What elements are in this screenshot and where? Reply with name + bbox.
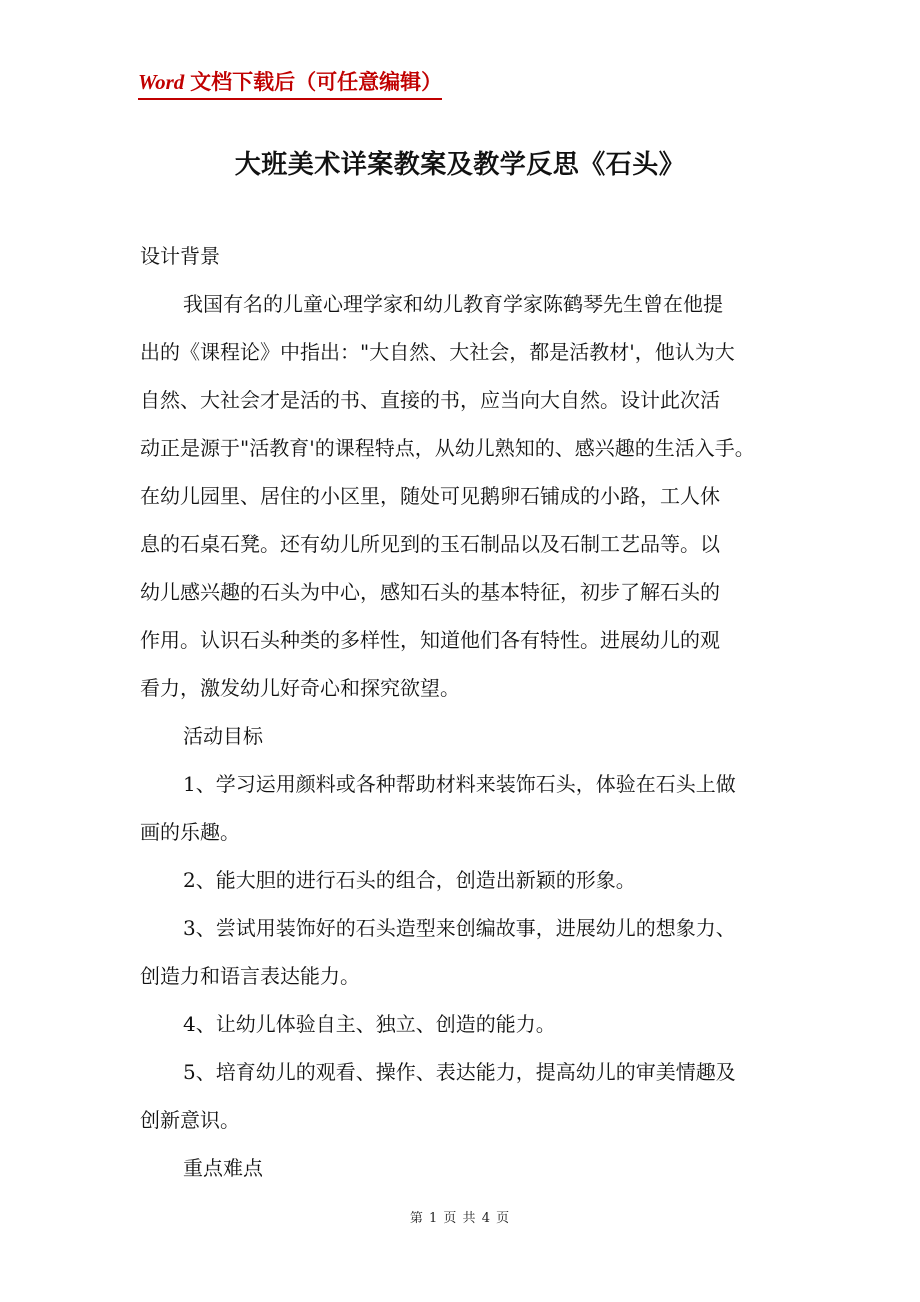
objective-item-2: 2、能大胆的进行石头的组合，创造出新颖的形象。 [183, 868, 636, 892]
objective-item-3: 3、尝试用装饰好的石头造型来创编故事，进展幼儿的想象力、 [183, 916, 736, 940]
paragraph-line: 作用。认识石头种类的多样性，知道他们各有特性。进展幼儿的观 [140, 628, 720, 652]
paragraph-line: 看力，激发幼儿好奇心和探究欲望。 [140, 676, 460, 700]
download-watermark-link[interactable] [138, 66, 442, 100]
objective-item-4: 4、让幼儿体验自主、独立、创造的能力。 [183, 1012, 556, 1036]
watermark-word: Word [138, 70, 185, 94]
paragraph-line: 我国有名的儿童心理学家和幼儿教育学家陈鹤琴先生曾在他提 [183, 292, 723, 316]
paragraph-line: 出的《课程论》中指出："大自然、大社会，都是活教材'，他认为大 [140, 340, 735, 364]
objective-item-1-continued: 画的乐趣。 [140, 820, 240, 844]
paragraph-line: 息的石桌石凳。还有幼儿所见到的玉石制品以及石制工艺品等。以 [140, 532, 720, 556]
paragraph-line: 自然、大社会才是活的书、直接的书，应当向大自然。设计此次活 [140, 388, 720, 412]
page-number: 第 1 页 共 4 页 [409, 1211, 511, 1226]
watermark-text: 文档下载后（可任意编辑） [184, 71, 443, 94]
objective-item-5: 5、培育幼儿的观看、操作、表达能力，提高幼儿的审美情趣及 [183, 1060, 736, 1084]
document-title: 大班美术详案教案及教学反思《石头》 [234, 150, 686, 180]
objective-item-5-continued: 创新意识。 [140, 1108, 240, 1132]
section-heading-objectives: 活动目标 [183, 724, 263, 748]
objective-item-3-continued: 创造力和语言表达能力。 [140, 964, 360, 988]
objective-item-1: 1、学习运用颜料或各种帮助材料来装饰石头，体验在石头上做 [183, 772, 736, 796]
section-heading-background: 设计背景 [140, 244, 220, 268]
paragraph-line: 动正是源于"活教育'的课程特点，从幼儿熟知的、感兴趣的生活入手。 [140, 436, 755, 460]
paragraph-line: 幼儿感兴趣的石头为中心，感知石头的基本特征，初步了解石头的 [140, 580, 720, 604]
paragraph-line: 在幼儿园里、居住的小区里，随处可见鹅卵石铺成的小路，工人休 [140, 484, 720, 508]
section-heading-key-points: 重点难点 [183, 1156, 263, 1180]
document-body [140, 232, 800, 1192]
